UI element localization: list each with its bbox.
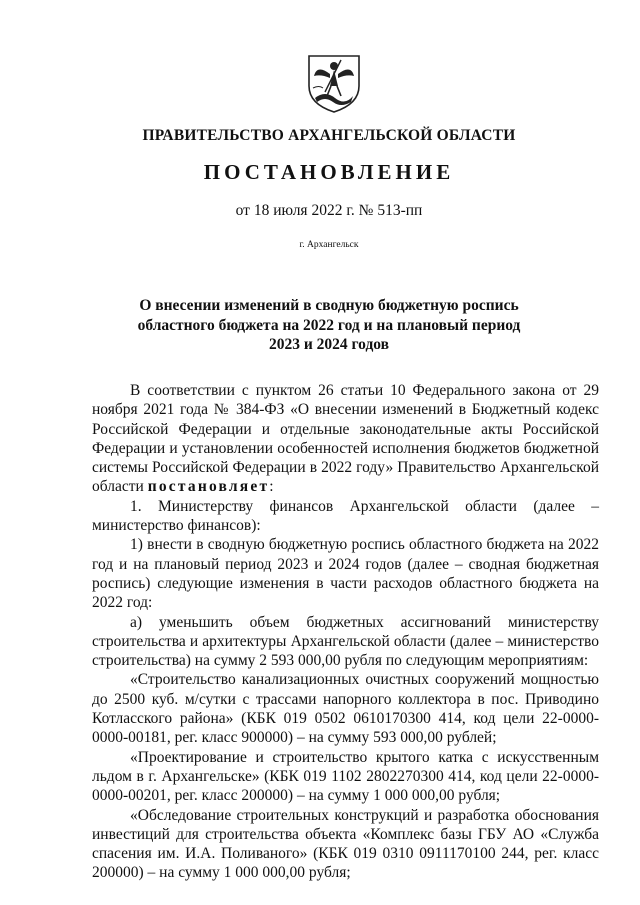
resolves-word: постановляет (147, 478, 270, 496)
document-city: г. Архангельск (299, 240, 359, 250)
document-date-number: от 18 июля 2022 г. № 513-пп (235, 202, 423, 219)
document-subject (0, 296, 640, 355)
body-paragraph: 1. Министерству финансов Архангельской области (далее – министерство финансов): (92, 497, 599, 535)
subject-line: областного бюджета на 2022 год и на плановый период (137, 316, 521, 334)
intro-paragraph (92, 381, 599, 497)
document-type: ПОСТАНОВЛЕНИЕ (203, 160, 455, 184)
body-paragraph: «Строительство канализационных очистных сооружений мощностью до 2500 куб. м/сутки с трассами напорного коллектора в пос. Приводино Котласского района» (КБК 019 0502 0610170300 414, код цели 22-0000-0000-00181, рег. класс 900000) – на сумму 593 000,00 рублей; (92, 671, 599, 747)
body-paragraph: «Проектирование и строительство крытого катка с искусственным льдом в г. Архангельске» (КБК 019 1102 2802270300 414, код цели 22-0000-0000-00201, рег. класс 200000) – на сумму 1 000 000,00 рубля; (92, 748, 599, 805)
subject-line: О внесении изменений в сводную бюджетную роспись (139, 297, 519, 314)
body-paragraph: а) уменьшить объем бюджетных ассигнований министерству строительства и архитектуры Архангельской области (далее – министерство строительства) на сумму 2 593 000,00 рубля по следующим мероприятиям: (92, 613, 599, 670)
subject-line: 2023 и 2024 годов (268, 336, 390, 353)
intro-end: : (269, 478, 274, 496)
body-paragraph: 1) внести в сводную бюджетную роспись областного бюджета на 2022 год и на плановый период 2023 и 2024 годов (далее – сводная бюджетная роспись) следующие изменения в части расходов областного бюджета на 2022 год: (92, 536, 599, 612)
body-paragraph: «Обследование строительных конструкций и разработка обоснования инвестиций для строительства объекта «Комплекс базы ГБУ АО «Служба спасения им. И.А. Поливаного» (КБК 019 0310 0911170100 244, рег. класс 200000) – на сумму 1 000 000,00 рубля; (92, 806, 599, 882)
intro-text: В соответствии с пунктом 26 статьи 10 Федерального закона от 29 ноября 2021 года № 384-ФЗ «О внесении изменений в Бюджетный кодекс Российской Федерации и отдельные законодательные акты Российской Федерации и установлении особенностей исполнения бюджетов бюджетной системы Российской Федерации в 2022 году» Правительство Архангельской области (92, 382, 599, 496)
organization-title: ПРАВИТЕЛЬСТВО АРХАНГЕЛЬСКОЙ ОБЛАСТИ (142, 127, 516, 144)
coat-of-arms-icon (305, 52, 363, 114)
document-body (92, 381, 599, 883)
